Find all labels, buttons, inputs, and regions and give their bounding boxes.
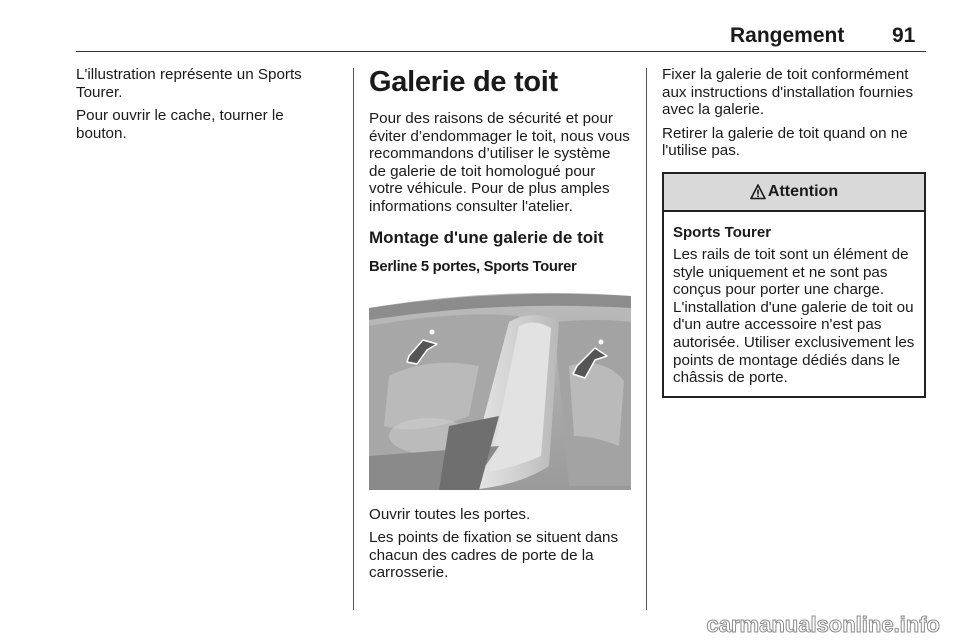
- paragraph: L'illustration représente un Sports Tourer.: [76, 66, 302, 101]
- watermark-logo: [642, 612, 942, 638]
- header-rule: [76, 51, 926, 52]
- warning-body: [664, 212, 924, 396]
- paragraph: Fixer la galerie de toit conformément aux instructions d'installation fournies avec la galerie.: [662, 66, 914, 119]
- column-divider: [646, 68, 647, 610]
- page-number: 91: [892, 24, 916, 47]
- column-divider: [353, 68, 354, 610]
- door-frame-figure: [369, 286, 631, 490]
- paragraph: Les points de fixation se situent dans chacun des cadres de porte de la carrosserie.: [369, 529, 619, 582]
- variant-heading: Berline 5 portes, Sports Tourer: [369, 258, 577, 275]
- warning-text: Les rails de toit sont un élément de style uniquement et ne sont pas conçus pour porter une charge. L'installation d'une galerie de toit ou d'un autre accessoire n'est pas autorisée. Utiliser exclusivement les points de montage dédiés dans le châssis de porte.: [673, 245, 915, 387]
- subsection-title: Montage d'une galerie de toit: [369, 227, 604, 247]
- warning-title: Sports Tourer: [673, 223, 772, 241]
- warning-header: [664, 174, 924, 212]
- intro-paragraph: Pour des raisons de sécurité et pour éviter d’endommager le toit, nous vous recommandons d’utiliser le système de galerie de toit homologué pour votre véhicule. Pour de plus amples informations consulter l'atelier.: [369, 110, 630, 215]
- column-middle: [369, 66, 631, 588]
- warning-label: Attention: [767, 182, 839, 200]
- warning-box: [662, 172, 926, 398]
- warning-triangle-icon: [750, 184, 766, 200]
- page-header-title: Rangement: [730, 24, 845, 47]
- paragraph: Pour ouvrir le cache, tourner le bouton.: [76, 107, 284, 142]
- column-right: [662, 66, 926, 398]
- paragraph: Retirer la galerie de toit quand on ne l'utilise pas.: [662, 124, 908, 160]
- section-title: Galerie de toit: [369, 66, 558, 98]
- roof-mount-illustration: [369, 286, 631, 490]
- paragraph: Ouvrir toutes les portes.: [369, 505, 531, 523]
- column-left: [76, 66, 338, 148]
- svg-text:carmanualsonline.info: carmanualsonline.info: [706, 612, 940, 637]
